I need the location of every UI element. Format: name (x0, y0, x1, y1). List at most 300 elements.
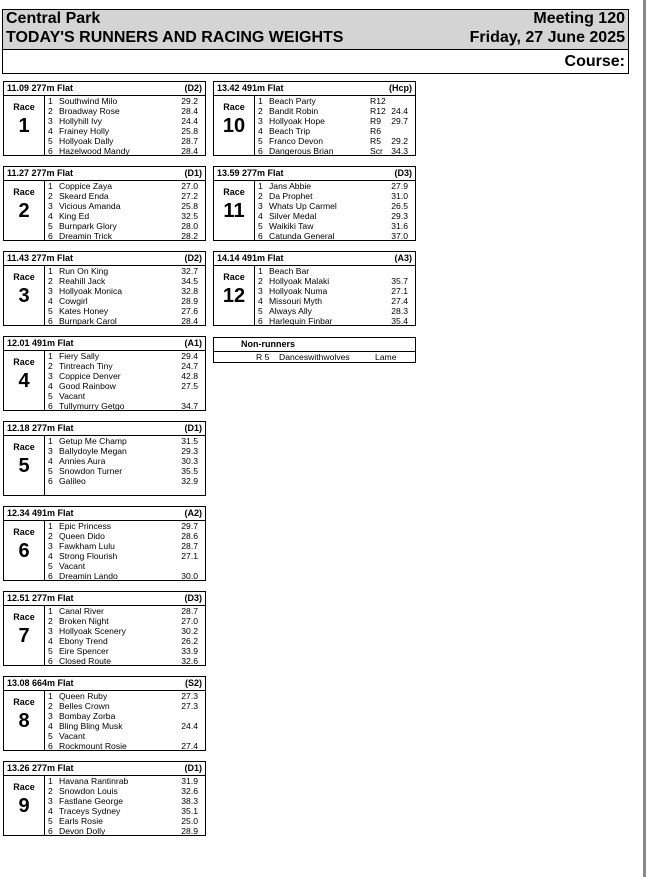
runner-name: Catunda General (269, 231, 335, 241)
runner-name: Earls Rosie (59, 816, 103, 826)
runner-weight: 35.7 (391, 276, 408, 286)
runner-trap: 5 (258, 136, 263, 146)
runner-weight: 27.3 (181, 701, 198, 711)
runner-weight: 29.7 (391, 116, 408, 126)
race-label: Race (13, 612, 35, 622)
runner-weight: 37.0 (391, 231, 408, 241)
race-grade: (D3) (184, 593, 202, 603)
race-time-distance: 11.43 277m Flat (7, 253, 74, 263)
race-header (3, 761, 206, 776)
runner-trap: 3 (48, 116, 53, 126)
runner-name: Kates Honey (59, 306, 109, 316)
runner-row (48, 456, 203, 466)
runner-name: Hollyhill Ivy (59, 116, 102, 126)
runner-weight: 28.4 (181, 316, 198, 326)
runner-weight: 35.5 (181, 466, 198, 476)
race-number-cell (4, 96, 45, 155)
runner-list (48, 351, 203, 411)
course-row (2, 50, 629, 74)
venue-name: Central Park (6, 10, 101, 27)
race-label: Race (13, 527, 35, 537)
race-body (3, 96, 206, 156)
runner-row (48, 106, 203, 116)
runner-row (258, 316, 413, 326)
runner-row (48, 531, 203, 541)
runner-name: Cowgirl (59, 296, 88, 306)
runner-trap: 4 (48, 636, 53, 646)
runner-name: Tintreach Tiny (59, 361, 113, 371)
runner-trap: 6 (258, 146, 263, 156)
runner-name: Hollyoak Monica (59, 286, 123, 296)
runner-trap: 3 (258, 286, 263, 296)
runner-weight: 27.0 (181, 616, 198, 626)
runner-list (48, 606, 203, 666)
runner-row (48, 351, 203, 361)
race-header (3, 251, 206, 266)
runner-trap: 5 (258, 306, 263, 316)
runner-name: Beach Trip (269, 126, 311, 136)
runner-weight: 24.4 (181, 721, 198, 731)
runner-name: King Ed (59, 211, 90, 221)
race-body (3, 776, 206, 836)
runner-list (258, 181, 413, 241)
runner-list (48, 776, 203, 836)
runner-weight: 29.2 (391, 136, 408, 146)
race-label: Race (13, 357, 35, 367)
runner-row (48, 361, 203, 371)
runner-row (48, 721, 203, 731)
runner-name: Canal River (59, 606, 104, 616)
runner-weight: 34.3 (391, 146, 408, 156)
runner-weight: 26.2 (181, 636, 198, 646)
runner-trap: 5 (48, 646, 53, 656)
race-time-distance: 14.14 491m Flat (217, 253, 284, 263)
runner-row (48, 231, 203, 241)
runner-handicap: R9 (370, 116, 381, 126)
runner-trap: 4 (258, 211, 263, 221)
runner-trap: 5 (48, 731, 53, 741)
runner-trap: 4 (48, 211, 53, 221)
race-label: Race (223, 102, 245, 112)
race-block (213, 166, 416, 241)
runner-row (48, 741, 203, 751)
runner-row (258, 126, 413, 136)
runner-weight: 31.6 (391, 221, 408, 231)
runner-list (48, 181, 203, 241)
race-grade: (S2) (184, 678, 202, 688)
runner-weight: 32.5 (181, 211, 198, 221)
runner-name: Ballydoyle Megan (59, 446, 127, 456)
runner-name: Havana Rantinrab (59, 776, 129, 786)
race-number: 7 (18, 625, 30, 647)
runner-name: Burnpark Carol (59, 316, 117, 326)
runner-trap: 5 (48, 816, 53, 826)
runner-weight: 28.6 (181, 531, 198, 541)
runner-name: Beach Party (269, 96, 316, 106)
race-grade: (D1) (184, 763, 202, 773)
race-time-distance: 11.27 277m Flat (7, 168, 74, 178)
runner-row (258, 266, 413, 276)
runner-trap: 2 (48, 191, 53, 201)
runner-row (48, 136, 203, 146)
runner-trap: 6 (48, 231, 53, 241)
runner-row (48, 466, 203, 476)
runner-name: Run On King (59, 266, 109, 276)
race-number: 8 (18, 710, 30, 732)
non-runner-race: R 5 (256, 352, 270, 362)
race-number: 9 (18, 795, 30, 817)
runner-trap: 3 (48, 796, 53, 806)
runner-weight: 26.5 (391, 201, 408, 211)
runner-trap: 1 (48, 436, 53, 446)
race-number: 2 (18, 200, 30, 222)
race-time-distance: 13.42 491m Flat (217, 83, 284, 93)
runner-weight: 38.3 (181, 796, 198, 806)
runner-row (48, 541, 203, 551)
runner-name: Tullymurry Getgo (59, 401, 125, 411)
runner-row (48, 96, 203, 106)
race-grade: (D3) (394, 168, 412, 178)
runner-name: Dangerous Brian (269, 146, 334, 156)
runner-weight: 27.5 (181, 381, 198, 391)
runner-weight: 32.7 (181, 266, 198, 276)
race-block (3, 761, 206, 836)
runner-weight: 30.3 (181, 456, 198, 466)
runner-trap: 3 (48, 626, 53, 636)
runner-weight: 27.4 (391, 296, 408, 306)
race-label: Race (13, 272, 35, 282)
race-label: Race (13, 697, 35, 707)
runner-handicap: R5 (370, 136, 381, 146)
runner-name: Rockmount Rosie (59, 741, 127, 751)
runner-row (258, 221, 413, 231)
runner-trap: 4 (258, 296, 263, 306)
runner-row (48, 146, 203, 156)
runner-name: Skeard Enda (59, 191, 109, 201)
runner-weight: 28.9 (181, 296, 198, 306)
runner-name: Fawkham Lulu (59, 541, 115, 551)
runner-trap: 5 (48, 466, 53, 476)
runner-name: Snowdon Louis (59, 786, 118, 796)
runner-weight: 25.8 (181, 201, 198, 211)
race-label: Race (13, 442, 35, 452)
runner-trap: 4 (48, 381, 53, 391)
runner-weight: 24.4 (391, 106, 408, 116)
race-block (3, 506, 206, 581)
runner-row (258, 231, 413, 241)
runner-weight: 32.6 (181, 656, 198, 666)
runner-trap: 3 (48, 201, 53, 211)
runner-name: Hollyoak Scenery (59, 626, 126, 636)
runner-trap: 2 (258, 276, 263, 286)
runner-name: Epic Princess (59, 521, 112, 531)
runner-trap: 6 (48, 146, 53, 156)
race-number: 6 (18, 540, 30, 562)
runner-weight: 29.4 (181, 351, 198, 361)
runner-weight: 30.2 (181, 626, 198, 636)
runner-row (48, 701, 203, 711)
race-number: 12 (222, 285, 246, 307)
runner-weight: 27.1 (391, 286, 408, 296)
runner-trap: 1 (48, 691, 53, 701)
race-label: Race (13, 782, 35, 792)
race-number-cell (4, 436, 45, 495)
runner-row (258, 191, 413, 201)
runner-weight: 35.1 (181, 806, 198, 816)
runner-name: Silver Medal (269, 211, 317, 221)
runner-trap: 2 (48, 701, 53, 711)
runner-row (48, 616, 203, 626)
runner-list (48, 266, 203, 326)
race-time-distance: 12.18 277m Flat (7, 423, 74, 433)
runner-weight: 24.7 (181, 361, 198, 371)
runner-trap: 2 (258, 106, 263, 116)
runner-weight: 28.7 (181, 136, 198, 146)
runner-row (258, 276, 413, 286)
runner-name: Coppice Denver (59, 371, 121, 381)
runner-name: Missouri Myth (269, 296, 323, 306)
runner-name: Hollyoak Hope (269, 116, 325, 126)
race-block (3, 336, 206, 411)
runner-trap: 1 (48, 96, 53, 106)
runner-row (258, 296, 413, 306)
runner-list (258, 266, 413, 326)
race-number: 10 (222, 115, 246, 137)
runner-list (48, 521, 203, 581)
race-number-cell (214, 266, 255, 325)
race-number-cell (4, 351, 45, 410)
runner-trap: 5 (48, 561, 53, 571)
race-number-cell (4, 606, 45, 665)
race-header (3, 676, 206, 691)
runner-row (48, 691, 203, 701)
runner-name: Bandit Robin (269, 106, 319, 116)
runner-trap: 3 (258, 201, 263, 211)
runner-name: Bling Bling Musk (59, 721, 123, 731)
runner-name: Jans Abbie (269, 181, 312, 191)
runner-row (48, 191, 203, 201)
runner-trap: 3 (48, 286, 53, 296)
race-header (213, 81, 416, 96)
runner-weight: 27.0 (181, 181, 198, 191)
runner-weight: 28.9 (181, 826, 198, 836)
runner-row (48, 816, 203, 826)
runner-row (48, 286, 203, 296)
race-label: Race (13, 102, 35, 112)
runner-trap: 5 (48, 391, 53, 401)
runner-list (48, 691, 203, 751)
non-runner-reason: Lame (375, 352, 397, 362)
runner-trap: 1 (258, 266, 263, 276)
runner-trap: 6 (48, 476, 53, 486)
runner-name: Bombay Zorba (59, 711, 116, 721)
runner-name: Ebony Trend (59, 636, 108, 646)
runner-row (48, 521, 203, 531)
race-grade: (D2) (184, 83, 202, 93)
runner-list (48, 96, 203, 156)
runner-name: Eire Spencer (59, 646, 109, 656)
runner-handicap: Scr (370, 146, 383, 156)
page-title: TODAY'S RUNNERS AND RACING WEIGHTS (6, 29, 344, 46)
runner-name: Devon Dolly (59, 826, 106, 836)
runner-trap: 2 (48, 106, 53, 116)
runner-name: Vicious Amanda (59, 201, 121, 211)
race-body (3, 266, 206, 326)
runner-weight: 28.7 (181, 541, 198, 551)
race-time-distance: 12.34 491m Flat (7, 508, 74, 518)
race-time-distance: 13.59 277m Flat (217, 168, 284, 178)
runner-row (48, 476, 203, 486)
runner-name: Vacant (59, 731, 86, 741)
runner-row (48, 636, 203, 646)
runner-weight: 27.3 (181, 691, 198, 701)
runner-weight: 27.4 (181, 741, 198, 751)
course-label: Course: (564, 53, 625, 70)
race-grade: (D1) (184, 423, 202, 433)
runner-trap: 1 (48, 351, 53, 361)
runner-handicap: R12 (370, 96, 386, 106)
race-body (213, 181, 416, 241)
race-number: 5 (18, 455, 30, 477)
runner-row (258, 306, 413, 316)
runner-name: Broadway Rose (59, 106, 120, 116)
runner-trap: 1 (258, 181, 263, 191)
runner-weight: 27.1 (181, 551, 198, 561)
runner-weight: 29.3 (391, 211, 408, 221)
runner-row (48, 786, 203, 796)
race-label: Race (223, 187, 245, 197)
runner-trap: 3 (48, 371, 53, 381)
runner-name: Galileo (59, 476, 86, 486)
race-number: 11 (223, 200, 245, 222)
runner-name: Getup Me Champ (59, 436, 127, 446)
runner-weight: 34.7 (181, 401, 198, 411)
runner-trap: 2 (258, 191, 263, 201)
runner-weight: 27.9 (391, 181, 408, 191)
runner-row (48, 391, 203, 401)
runner-row (48, 446, 203, 456)
runner-trap: 6 (48, 826, 53, 836)
runner-name: Burnpark Glory (59, 221, 117, 231)
runner-trap: 2 (48, 786, 53, 796)
runner-weight: 32.8 (181, 286, 198, 296)
race-body (3, 181, 206, 241)
runner-name: Southwind Milo (59, 96, 118, 106)
race-body (3, 436, 206, 496)
race-grade: (A1) (184, 338, 202, 348)
race-body (3, 351, 206, 411)
runner-trap: 6 (48, 571, 53, 581)
runner-name: Dreamin Lando (59, 571, 118, 581)
runner-name: Always Ally (269, 306, 312, 316)
runner-weight: 33.9 (181, 646, 198, 656)
runner-row (258, 146, 413, 156)
runner-trap: 4 (48, 551, 53, 561)
runner-trap: 4 (48, 456, 53, 466)
runner-list (48, 436, 203, 486)
runner-name: Beach Bar (269, 266, 310, 276)
runner-row (48, 731, 203, 741)
runner-weight: 31.0 (391, 191, 408, 201)
runner-trap: 4 (48, 721, 53, 731)
runner-weight: 28.7 (181, 606, 198, 616)
runner-row (48, 656, 203, 666)
runner-weight: 28.0 (181, 221, 198, 231)
runner-name: Good Rainbow (59, 381, 116, 391)
runner-row (258, 211, 413, 221)
meeting-header (2, 9, 629, 50)
runner-trap: 2 (48, 531, 53, 541)
race-grade: (A3) (394, 253, 412, 263)
race-label: Race (223, 272, 245, 282)
runner-weight: 30.0 (181, 571, 198, 581)
runner-row (48, 401, 203, 411)
runner-trap: 1 (48, 776, 53, 786)
runner-weight: 25.0 (181, 816, 198, 826)
runner-row (48, 381, 203, 391)
race-body (3, 521, 206, 581)
race-header (3, 166, 206, 181)
race-time-distance: 12.51 277m Flat (7, 593, 74, 603)
race-number-cell (4, 521, 45, 580)
runner-name: Hollyoak Dally (59, 136, 114, 146)
meeting-date: Friday, 27 June 2025 (469, 29, 625, 46)
runner-trap: 2 (48, 361, 53, 371)
runner-row (48, 711, 203, 721)
runner-trap: 3 (48, 711, 53, 721)
runner-row (48, 551, 203, 561)
runner-row (48, 826, 203, 836)
runner-weight: 27.6 (181, 306, 198, 316)
race-time-distance: 13.26 277m Flat (7, 763, 74, 773)
runner-row (48, 316, 203, 326)
runner-name: Da Prophet (269, 191, 313, 201)
race-number: 3 (18, 285, 30, 307)
runner-trap: 5 (258, 221, 263, 231)
runner-handicap: R6 (370, 126, 381, 136)
race-label: Race (13, 187, 35, 197)
runner-weight: 28.4 (181, 106, 198, 116)
race-body (213, 266, 416, 326)
runner-name: Belles Crown (59, 701, 110, 711)
meeting-number: Meeting 120 (533, 10, 625, 27)
race-body (3, 691, 206, 751)
runner-name: Whats Up Carmel (269, 201, 337, 211)
runner-name: Strong Flourish (59, 551, 118, 561)
runner-weight: 28.4 (181, 146, 198, 156)
runner-trap: 6 (48, 316, 53, 326)
runner-weight: 28.2 (181, 231, 198, 241)
runner-weight: 28.3 (391, 306, 408, 316)
runner-trap: 4 (48, 806, 53, 816)
race-time-distance: 12.01 491m Flat (7, 338, 74, 348)
runner-row (48, 201, 203, 211)
race-grade: (D2) (184, 253, 202, 263)
runner-name: Fastlane George (59, 796, 124, 806)
page-edge (643, 0, 646, 877)
race-number: 4 (18, 370, 30, 392)
race-block (3, 251, 206, 326)
runner-weight: 34.5 (181, 276, 198, 286)
runner-name: Closed Route (59, 656, 112, 666)
runner-trap: 3 (48, 446, 53, 456)
runner-trap: 2 (48, 276, 53, 286)
runner-trap: 6 (48, 656, 53, 666)
runner-row (258, 136, 413, 146)
runner-name: Snowdon Turner (59, 466, 123, 476)
race-grade: (Hcp) (389, 83, 412, 93)
runner-row (48, 626, 203, 636)
